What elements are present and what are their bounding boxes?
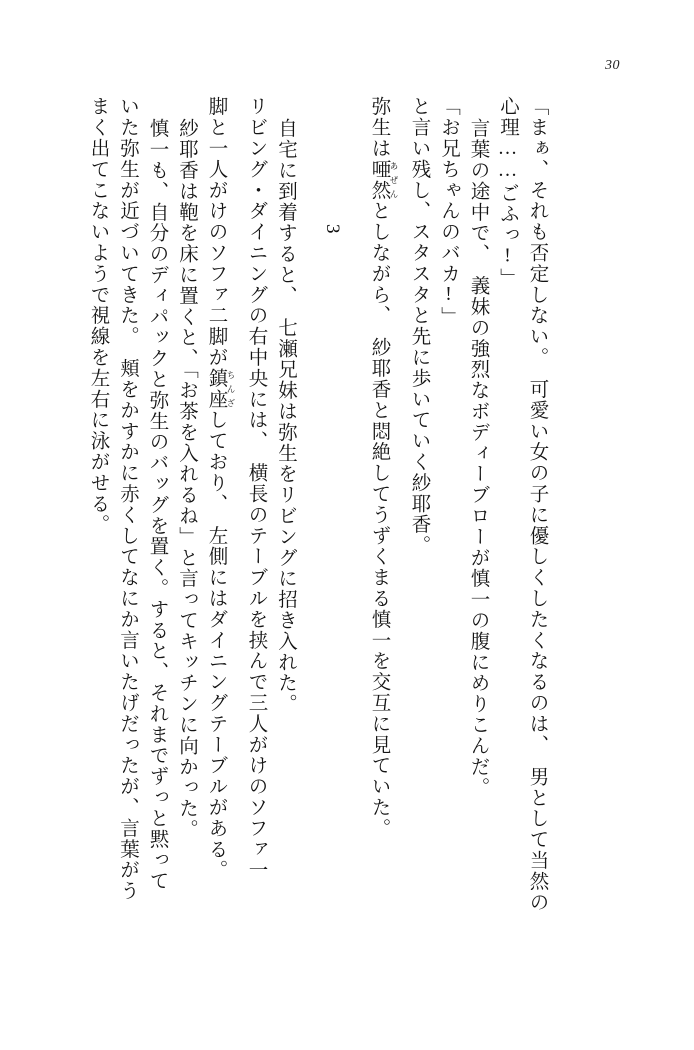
- text-column: いた弥生が近づいてきた。 頬をかすかに赤くしてなにか言いたげだったが、言葉がう: [117, 96, 138, 902]
- text-column: 心理……ごふっ!」: [497, 96, 518, 289]
- text-column: リビング・ダイニングの右中央には、 横長のテーブルを挟んで三人がけのソファ一: [245, 96, 267, 881]
- column-spacer: [295, 96, 311, 956]
- ruby-annotation: 鎮座 ちんざ: [205, 367, 236, 410]
- text-column: 慎一も、自分のディパックと弥生のバッグを置く。すると、それまでずっと黙って: [146, 118, 168, 892]
- text-column: 自宅に到着すると、 七瀬兄妹は弥生をリビングに招き入れた。: [275, 118, 296, 715]
- text-column: 「お兄ちゃんのバカ!」: [438, 96, 459, 328]
- text-column: 「まぁ、それも否定しない。 可愛い女の子に優しくしたくなるのは、 男として当然の: [526, 96, 548, 913]
- text-column: 紗耶香は鞄を床に置くと、「お茶を入れるね」と言ってキッチンに向かった。: [176, 118, 197, 840]
- page-number: 30: [605, 58, 620, 73]
- text-column: 言葉の途中で、 義妹の強烈なボディーブローが慎一の腹にめりこんだ。: [467, 118, 489, 798]
- text-column: 脚と一人がけのソファ二脚が鎮座 ちんざしており、 左側にはダイニングテーブルがある。: [205, 96, 236, 881]
- text-column: まく出てこないようで視線を左右に泳がせる。: [87, 96, 109, 535]
- scene-number: 3: [322, 224, 343, 234]
- text-column: と言い残し、スタスタと先に歩いていく紗耶香。: [408, 96, 430, 556]
- text-column: 弥生は唖然 あぜんとしながら、 紗耶香と悶絶してうずくまる慎一を交互に見ていた。: [368, 96, 399, 839]
- ruby-annotation: 唖然 あぜん: [368, 158, 399, 201]
- column-spacer: [343, 96, 359, 956]
- vertical-text-block: [78, 96, 638, 956]
